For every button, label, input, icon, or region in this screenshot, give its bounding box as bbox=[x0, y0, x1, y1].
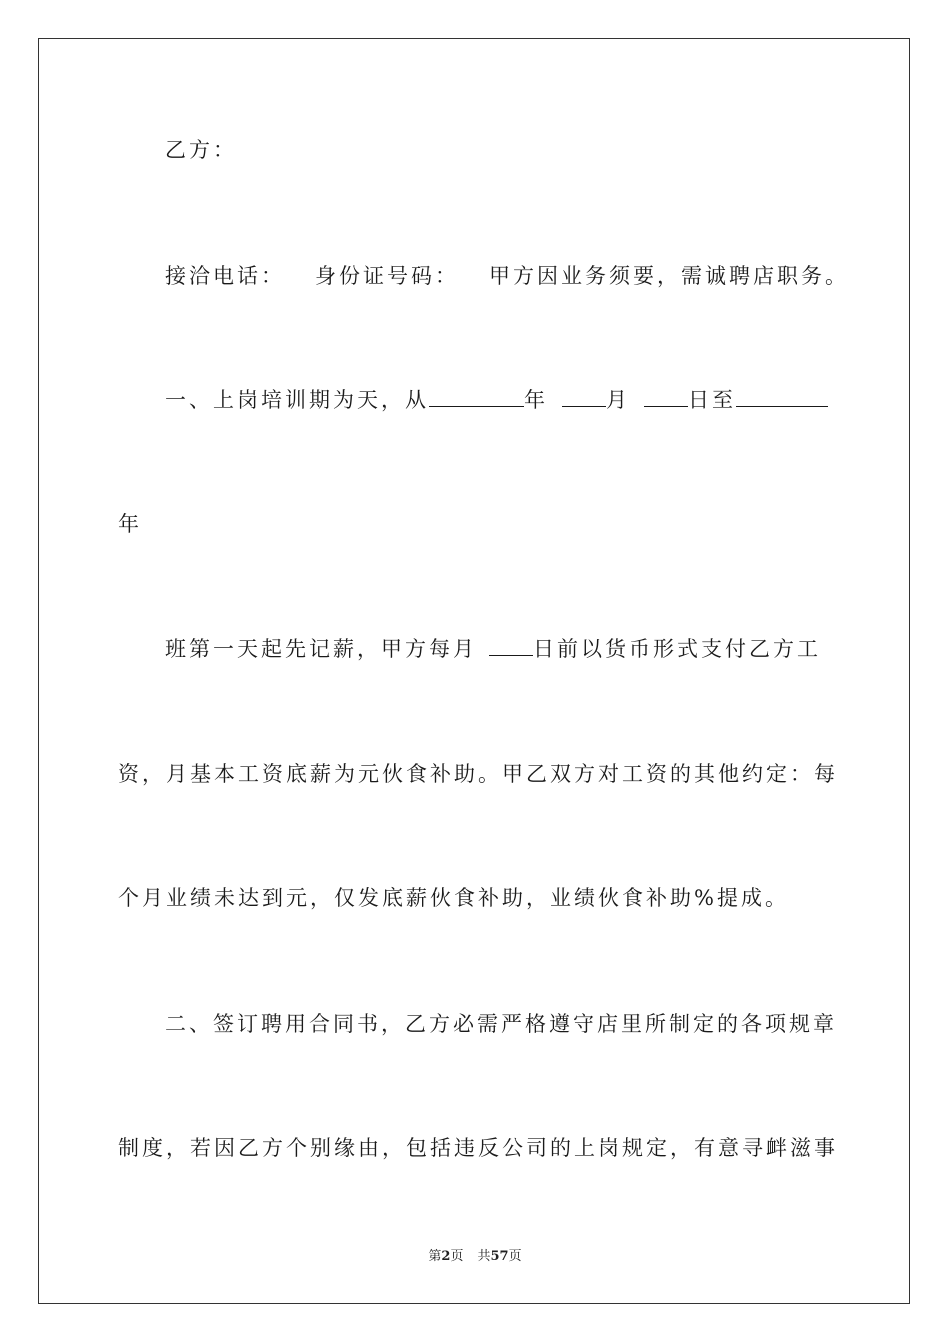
phone-label: 接洽电话： bbox=[165, 264, 285, 288]
performance-text: 个月业绩未达到元，仅发底薪伙食补助，业绩伙食补助%提成。 bbox=[118, 886, 789, 910]
year-continuation-line bbox=[118, 510, 142, 538]
day-blank bbox=[644, 386, 688, 407]
month-label: 月 bbox=[606, 388, 630, 412]
total-pages: 57 bbox=[490, 1249, 509, 1264]
party-b-line bbox=[165, 136, 237, 164]
training-period-text: 一、上岗培训期为天，从 bbox=[165, 388, 429, 412]
salary-start-text: 班第一天起先记薪，甲方每月 bbox=[165, 637, 477, 661]
clause-2-text: 二、签订聘用合同书，乙方必需严格遵守店里所制定的各项规章 bbox=[165, 1012, 837, 1036]
pay-day-blank bbox=[489, 635, 533, 656]
page-footer: 第2页 共57页 bbox=[428, 1249, 522, 1264]
salary-detail-text: 资，月基本工资底薪为元伙食补助。甲乙双方对工资的其他约定：每 bbox=[118, 762, 838, 786]
rules-line bbox=[118, 1134, 838, 1162]
party-b-label: 乙方： bbox=[165, 138, 237, 162]
year-label: 年 bbox=[524, 388, 548, 412]
clause-2-line bbox=[165, 1010, 837, 1038]
end-year-blank bbox=[736, 386, 828, 407]
month-blank bbox=[562, 386, 606, 407]
year-end-label: 年 bbox=[118, 512, 142, 536]
page-border bbox=[38, 38, 910, 1304]
rules-text: 制度，若因乙方个别缘由，包括违反公司的上岗规定，有意寻衅滋事 bbox=[118, 1136, 838, 1160]
clause-1-line bbox=[165, 386, 828, 414]
hiring-statement: 甲方因业务须要，需诚聘店职务。 bbox=[489, 264, 849, 288]
day-to-label: 日至 bbox=[688, 388, 736, 412]
salary-detail-line bbox=[118, 760, 838, 788]
performance-line bbox=[118, 884, 789, 912]
page-number: 2 bbox=[441, 1249, 451, 1264]
salary-start-line bbox=[165, 635, 821, 663]
payment-text: 日前以货币形式支付乙方工 bbox=[533, 637, 821, 661]
id-number-label: 身份证号码： bbox=[315, 264, 459, 288]
year-blank bbox=[429, 386, 524, 407]
contact-line bbox=[165, 262, 849, 290]
